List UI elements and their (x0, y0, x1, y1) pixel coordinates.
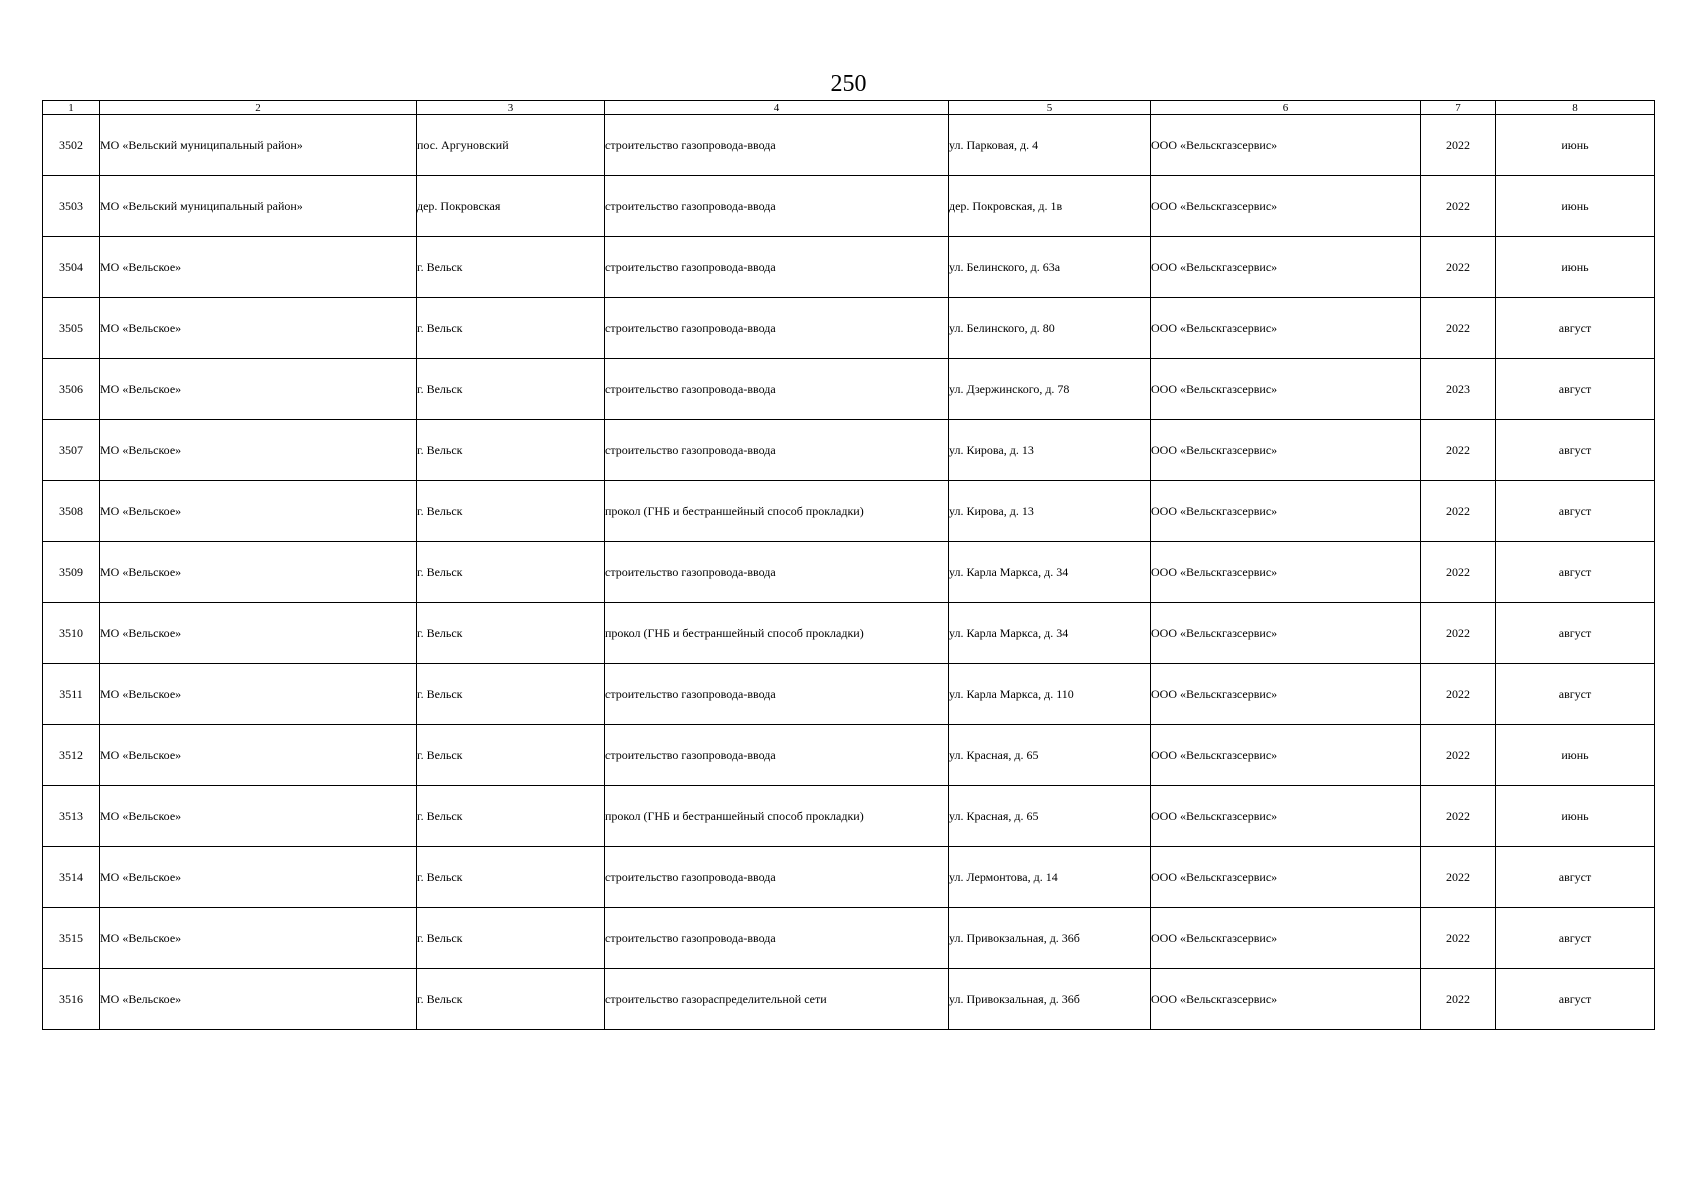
cell-settlement: г. Вельск (417, 359, 605, 420)
table-row (43, 359, 1655, 420)
cell-row-number: 3513 (43, 786, 100, 847)
cell-contractor: ООО «Вельскгазсервис» (1151, 420, 1421, 481)
cell-municipality: МО «Вельское» (100, 359, 417, 420)
cell-row-number: 3503 (43, 176, 100, 237)
cell-address: ул. Карла Маркса, д. 34 (949, 542, 1151, 603)
cell-contractor: ООО «Вельскгазсервис» (1151, 237, 1421, 298)
column-header-2: 2 (100, 101, 417, 115)
cell-address: ул. Парковая, д. 4 (949, 115, 1151, 176)
cell-month: июнь (1496, 725, 1655, 786)
table-row (43, 237, 1655, 298)
cell-municipality: МО «Вельское» (100, 420, 417, 481)
cell-settlement: г. Вельск (417, 542, 605, 603)
cell-row-number: 3509 (43, 542, 100, 603)
table-row (43, 786, 1655, 847)
cell-work-type: строительство газопровода-ввода (605, 725, 949, 786)
cell-address: ул. Лермонтова, д. 14 (949, 847, 1151, 908)
table-row (43, 115, 1655, 176)
table-row (43, 969, 1655, 1030)
cell-row-number: 3506 (43, 359, 100, 420)
cell-address: ул. Белинского, д. 63а (949, 237, 1151, 298)
cell-contractor: ООО «Вельскгазсервис» (1151, 481, 1421, 542)
cell-year: 2022 (1421, 115, 1496, 176)
cell-settlement: пос. Аргуновский (417, 115, 605, 176)
cell-row-number: 3511 (43, 664, 100, 725)
cell-contractor: ООО «Вельскгазсервис» (1151, 603, 1421, 664)
cell-municipality: МО «Вельское» (100, 847, 417, 908)
table-row (43, 603, 1655, 664)
cell-year: 2022 (1421, 298, 1496, 359)
cell-municipality: МО «Вельское» (100, 786, 417, 847)
cell-year: 2022 (1421, 847, 1496, 908)
cell-month: август (1496, 359, 1655, 420)
cell-address: ул. Красная, д. 65 (949, 725, 1151, 786)
cell-municipality: МО «Вельское» (100, 725, 417, 786)
table-row (43, 542, 1655, 603)
cell-work-type: строительство газопровода-ввода (605, 420, 949, 481)
table-row (43, 847, 1655, 908)
cell-contractor: ООО «Вельскгазсервис» (1151, 786, 1421, 847)
cell-work-type: строительство газопровода-ввода (605, 298, 949, 359)
table-row (43, 664, 1655, 725)
cell-month: август (1496, 969, 1655, 1030)
cell-month: июнь (1496, 176, 1655, 237)
cell-address: ул. Карла Маркса, д. 34 (949, 603, 1151, 664)
cell-contractor: ООО «Вельскгазсервис» (1151, 298, 1421, 359)
cell-month: август (1496, 847, 1655, 908)
cell-contractor: ООО «Вельскгазсервис» (1151, 664, 1421, 725)
cell-municipality: МО «Вельское» (100, 481, 417, 542)
table-row (43, 725, 1655, 786)
cell-year: 2022 (1421, 176, 1496, 237)
cell-year: 2022 (1421, 664, 1496, 725)
page-number: 250 (830, 71, 867, 97)
cell-month: август (1496, 664, 1655, 725)
cell-row-number: 3507 (43, 420, 100, 481)
table-body (43, 115, 1655, 1030)
cell-work-type: прокол (ГНБ и бестраншейный способ прокладки) (605, 603, 949, 664)
cell-contractor: ООО «Вельскгазсервис» (1151, 359, 1421, 420)
cell-month: июнь (1496, 786, 1655, 847)
cell-settlement: г. Вельск (417, 298, 605, 359)
cell-year: 2023 (1421, 359, 1496, 420)
cell-work-type: строительство газораспределительной сети (605, 969, 949, 1030)
cell-settlement: дер. Покровская (417, 176, 605, 237)
cell-month: июнь (1496, 237, 1655, 298)
cell-municipality: МО «Вельское» (100, 542, 417, 603)
column-header-6: 6 (1151, 101, 1421, 115)
cell-year: 2022 (1421, 969, 1496, 1030)
cell-work-type: строительство газопровода-ввода (605, 359, 949, 420)
cell-row-number: 3510 (43, 603, 100, 664)
table-header-row (43, 101, 1655, 115)
cell-settlement: г. Вельск (417, 725, 605, 786)
column-header-1: 1 (43, 101, 100, 115)
table-row (43, 298, 1655, 359)
cell-municipality: МО «Вельское» (100, 237, 417, 298)
cell-address: ул. Привокзальная, д. 36б (949, 908, 1151, 969)
cell-address: ул. Карла Маркса, д. 110 (949, 664, 1151, 725)
table-row (43, 481, 1655, 542)
cell-month: август (1496, 298, 1655, 359)
table-row (43, 420, 1655, 481)
data-table (42, 100, 1655, 1030)
column-header-8: 8 (1496, 101, 1655, 115)
cell-settlement: г. Вельск (417, 969, 605, 1030)
table-row (43, 176, 1655, 237)
cell-contractor: ООО «Вельскгазсервис» (1151, 847, 1421, 908)
cell-work-type: строительство газопровода-ввода (605, 908, 949, 969)
cell-contractor: ООО «Вельскгазсервис» (1151, 969, 1421, 1030)
cell-work-type: строительство газопровода-ввода (605, 115, 949, 176)
cell-year: 2022 (1421, 603, 1496, 664)
cell-row-number: 3516 (43, 969, 100, 1030)
cell-work-type: строительство газопровода-ввода (605, 847, 949, 908)
cell-year: 2022 (1421, 725, 1496, 786)
cell-work-type: прокол (ГНБ и бестраншейный способ прокладки) (605, 786, 949, 847)
cell-month: август (1496, 481, 1655, 542)
cell-settlement: г. Вельск (417, 847, 605, 908)
cell-work-type: строительство газопровода-ввода (605, 664, 949, 725)
cell-municipality: МО «Вельское» (100, 298, 417, 359)
cell-row-number: 3502 (43, 115, 100, 176)
cell-address: ул. Дзержинского, д. 78 (949, 359, 1151, 420)
cell-settlement: г. Вельск (417, 603, 605, 664)
cell-address: ул. Белинского, д. 80 (949, 298, 1151, 359)
cell-municipality: МО «Вельское» (100, 664, 417, 725)
cell-municipality: МО «Вельское» (100, 969, 417, 1030)
cell-row-number: 3508 (43, 481, 100, 542)
table-row (43, 908, 1655, 969)
cell-address: ул. Кирова, д. 13 (949, 420, 1151, 481)
cell-address: ул. Привокзальная, д. 36б (949, 969, 1151, 1030)
cell-address: ул. Красная, д. 65 (949, 786, 1151, 847)
column-header-4: 4 (605, 101, 949, 115)
cell-contractor: ООО «Вельскгазсервис» (1151, 176, 1421, 237)
column-header-7: 7 (1421, 101, 1496, 115)
cell-address: дер. Покровская, д. 1в (949, 176, 1151, 237)
cell-work-type: прокол (ГНБ и бестраншейный способ прокладки) (605, 481, 949, 542)
cell-year: 2022 (1421, 542, 1496, 603)
cell-contractor: ООО «Вельскгазсервис» (1151, 725, 1421, 786)
cell-year: 2022 (1421, 908, 1496, 969)
cell-work-type: строительство газопровода-ввода (605, 176, 949, 237)
cell-work-type: строительство газопровода-ввода (605, 542, 949, 603)
cell-year: 2022 (1421, 786, 1496, 847)
cell-row-number: 3515 (43, 908, 100, 969)
cell-row-number: 3505 (43, 298, 100, 359)
cell-address: ул. Кирова, д. 13 (949, 481, 1151, 542)
cell-settlement: г. Вельск (417, 420, 605, 481)
cell-month: июнь (1496, 115, 1655, 176)
cell-settlement: г. Вельск (417, 481, 605, 542)
cell-municipality: МО «Вельский муниципальный район» (100, 115, 417, 176)
cell-contractor: ООО «Вельскгазсервис» (1151, 908, 1421, 969)
column-header-5: 5 (949, 101, 1151, 115)
cell-settlement: г. Вельск (417, 786, 605, 847)
cell-work-type: строительство газопровода-ввода (605, 237, 949, 298)
cell-settlement: г. Вельск (417, 908, 605, 969)
cell-contractor: ООО «Вельскгазсервис» (1151, 115, 1421, 176)
cell-municipality: МО «Вельский муниципальный район» (100, 176, 417, 237)
cell-month: август (1496, 420, 1655, 481)
cell-month: август (1496, 542, 1655, 603)
cell-contractor: ООО «Вельскгазсервис» (1151, 542, 1421, 603)
cell-settlement: г. Вельск (417, 664, 605, 725)
cell-month: август (1496, 908, 1655, 969)
cell-year: 2022 (1421, 237, 1496, 298)
column-header-3: 3 (417, 101, 605, 115)
cell-month: август (1496, 603, 1655, 664)
cell-municipality: МО «Вельское» (100, 908, 417, 969)
cell-row-number: 3504 (43, 237, 100, 298)
cell-municipality: МО «Вельское» (100, 603, 417, 664)
cell-row-number: 3514 (43, 847, 100, 908)
cell-year: 2022 (1421, 481, 1496, 542)
cell-settlement: г. Вельск (417, 237, 605, 298)
cell-year: 2022 (1421, 420, 1496, 481)
cell-row-number: 3512 (43, 725, 100, 786)
